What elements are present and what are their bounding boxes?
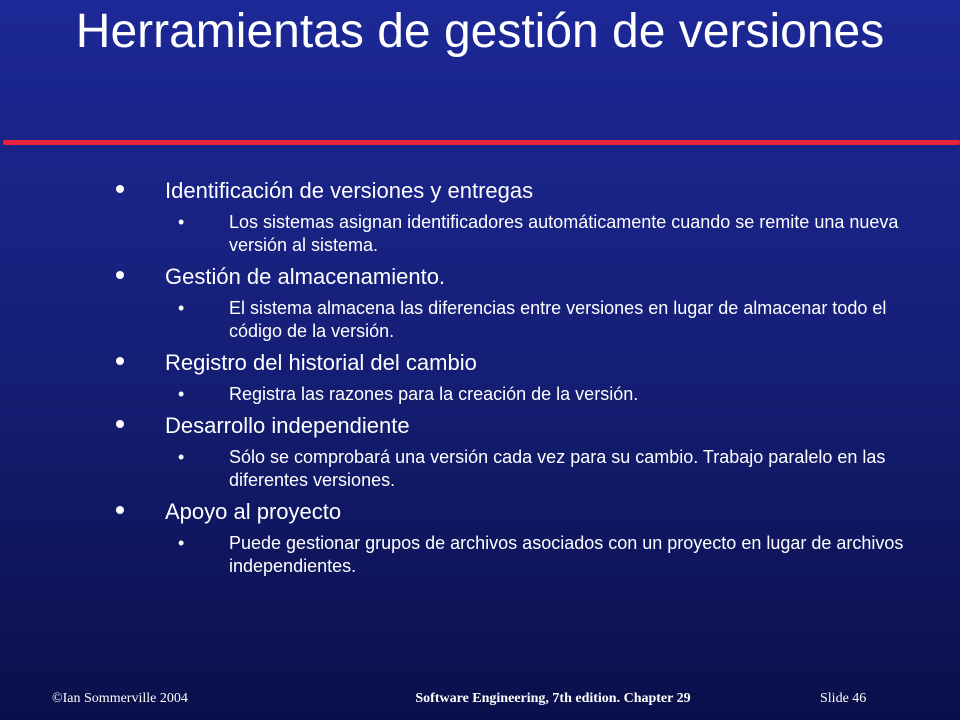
footer-copyright: ©Ian Sommerville 2004 [52,691,188,706]
list-item [0,262,960,343]
sub-bullet-text: Los sistemas asignan identificadores automáticamente cuando se remite una nueva versión al sistema. [229,212,899,255]
bullet-level1 [0,348,915,378]
bullet-text: Registro del historial del cambio [165,350,477,375]
bullet-text: Desarrollo independiente [165,413,410,438]
title-divider [3,140,960,145]
slide-title: Herramientas de gestión de versiones [75,5,885,58]
sub-bullet-text: Sólo se comprobará una versión cada vez para su cambio. Trabajo paralelo en las diferentes versiones. [229,447,886,490]
sub-bullet-text: Puede gestionar grupos de archivos asociados con un proyecto en lugar de archivos independientes. [229,533,904,576]
dot-bullet-icon: • [178,298,185,318]
bullet-level2 [0,211,919,257]
bullet-level1 [0,176,915,206]
sub-bullet-text: El sistema almacena las diferencias entre versiones en lugar de almacenar todo el código de la versión. [229,298,887,341]
bullet-text: Gestión de almacenamiento. [165,264,446,289]
list-item [0,411,960,492]
dot-bullet-icon: • [178,533,185,553]
round-bullet-icon [116,357,124,365]
list-item [0,497,960,578]
footer-slide-number: Slide 46 [820,691,867,706]
bullet-level2 [0,297,919,343]
dot-bullet-icon: • [178,384,185,404]
bullet-list [0,176,960,583]
bullet-level1 [0,411,915,441]
list-item [0,348,960,406]
bullet-text: Identificación de versiones y entregas [165,178,534,203]
round-bullet-icon [116,420,124,428]
bullet-level1 [0,497,915,527]
bullet-level2 [0,383,919,406]
list-item [0,176,960,257]
round-bullet-icon [116,271,124,279]
bullet-level1 [0,262,915,292]
bullet-level2 [0,532,919,578]
bullet-level2 [0,446,919,492]
sub-bullet-text: Registra las razones para la creación de la versión. [229,384,639,404]
footer-book-title: Software Engineering, 7th edition. Chapter 29 [415,691,691,706]
round-bullet-icon [116,185,124,193]
bullet-text: Apoyo al proyecto [165,499,342,524]
dot-bullet-icon: • [178,212,185,232]
dot-bullet-icon: • [178,447,185,467]
round-bullet-icon [116,506,124,514]
